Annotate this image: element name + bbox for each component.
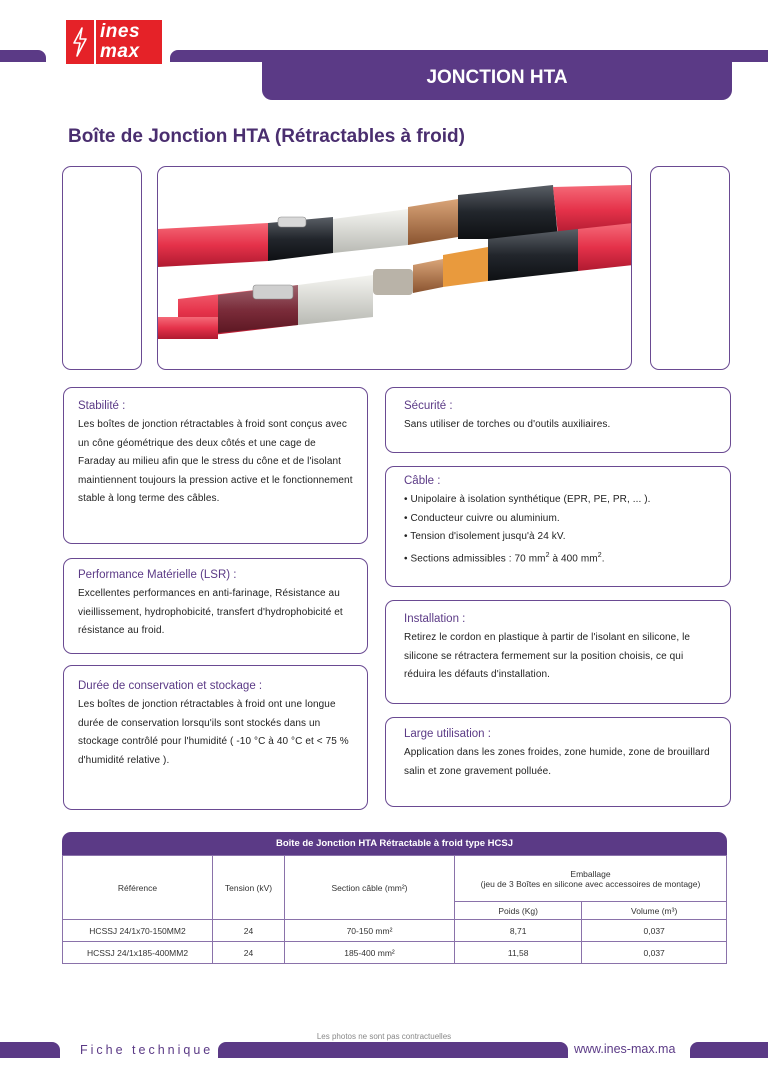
header-band-left <box>0 50 46 62</box>
cell-volume: 0,037 <box>582 920 727 942</box>
section-title: Installation : <box>404 613 466 625</box>
list-item: • Conducteur cuivre ou aluminium. <box>404 512 560 524</box>
cell-poids: 8,71 <box>455 920 582 942</box>
section-cable <box>385 466 731 587</box>
list-item: • Tension d'isolement jusqu'à 24 kV. <box>404 531 566 542</box>
footer-band-left <box>0 1042 60 1058</box>
product-photo <box>157 166 632 370</box>
section-installation <box>385 600 731 704</box>
table-row <box>63 942 727 964</box>
lightning-icon <box>66 20 94 64</box>
section-text: Sans utiliser de torches ou d'outils auxiliaires. <box>404 419 611 430</box>
section-securite <box>385 387 731 453</box>
section-stabilite <box>63 387 368 544</box>
header-section: Section câble (mm²) <box>285 856 455 920</box>
cell-reference: HCSSJ 24/1x185-400MM2 <box>63 942 213 964</box>
section-usage <box>385 717 731 807</box>
footer-band-right <box>690 1042 768 1058</box>
section-text: Retirez le cordon en plastique à partir de l'isolant en silicone, le silicone se rétractera fermement sur la position choisis, ce qui réduira les défauts d'installation. <box>404 632 691 680</box>
cell-volume: 0,037 <box>582 942 727 964</box>
header-tension: Tension (kV) <box>213 856 285 920</box>
section-text: Application dans les zones froides, zone humide, zone de brouillard salin et zone gravement polluée. <box>404 747 710 777</box>
cell-section: 185-400 mm² <box>285 942 455 964</box>
page-title: JONCTION HTA <box>262 55 732 100</box>
document-title: Boîte de Jonction HTA (Rétractables à froid) <box>68 126 465 147</box>
table-caption: Boîte de Jonction HTA Rétractable à froid type HCSJ <box>62 832 727 855</box>
section-title: Sécurité : <box>404 400 453 412</box>
logo-wordmark: ines max <box>96 20 162 64</box>
cell-tension: 24 <box>213 920 285 942</box>
section-conservation <box>63 665 368 810</box>
section-performance <box>63 558 368 654</box>
header-emballage: Emballage (jeu de 3 Boîtes en silicone avec accessoires de montage) <box>455 856 727 902</box>
footer-website-link[interactable]: www.ines-max.ma <box>570 1042 679 1056</box>
spec-table <box>62 855 727 964</box>
section-title: Durée de conservation et stockage : <box>78 680 263 692</box>
section-text: Les boîtes de jonction rétractables à froid ont une longue durée de conservation lorsqu'ils sont stockés dans un stockage contrôlé pour l'humidité ( -10 °C à 40 °C et < 75 % d'humidité relative ). <box>78 699 349 766</box>
cell-section: 70-150 mm² <box>285 920 455 942</box>
section-title: Performance Matérielle (LSR) : <box>78 569 237 581</box>
list-item: • Unipolaire à isolation synthétique (EPR, PE, PR, ... ). <box>404 494 651 505</box>
list-item: • Sections admissibles : 70 $mm^2$ à 400 $mm^2$. <box>404 551 605 564</box>
header-volume: Volume (m³) <box>582 902 727 920</box>
cell-poids: 11,58 <box>455 942 582 964</box>
footer-band-middle <box>218 1042 568 1058</box>
footer-note: Les photos ne sont pas contractuelles <box>316 1032 452 1041</box>
brand-logo <box>66 20 162 64</box>
section-title: Câble : <box>404 475 441 487</box>
section-title: Stabilité : <box>78 400 126 412</box>
photo-side-frame-right <box>650 166 730 370</box>
header-poids: Poids (Kg) <box>455 902 582 920</box>
section-text: Les boîtes de jonction rétractables à froid sont conçus avec un cône géométrique des deux côtés et une cage de Faraday au milieu afin que le stress du cône et de l'isolant maintiennent toujours la pression active et le fonctionnement stable à long terme des câbles. <box>78 419 353 504</box>
header-reference: Référence <box>63 856 213 920</box>
photo-side-frame-left <box>62 166 142 370</box>
section-text: Excellentes performances en anti-farinage, Résistance au vieillissement, hydrophobicité, transfert d'hydrophobicité et résistance au froid. <box>78 588 343 636</box>
cell-tension: 24 <box>213 942 285 964</box>
cable-list <box>404 491 712 568</box>
footer-label: Fiche technique <box>76 1043 217 1057</box>
cell-reference: HCSSJ 24/1x70-150MM2 <box>63 920 213 942</box>
section-title: Large utilisation : <box>404 728 491 740</box>
table-row <box>63 920 727 942</box>
